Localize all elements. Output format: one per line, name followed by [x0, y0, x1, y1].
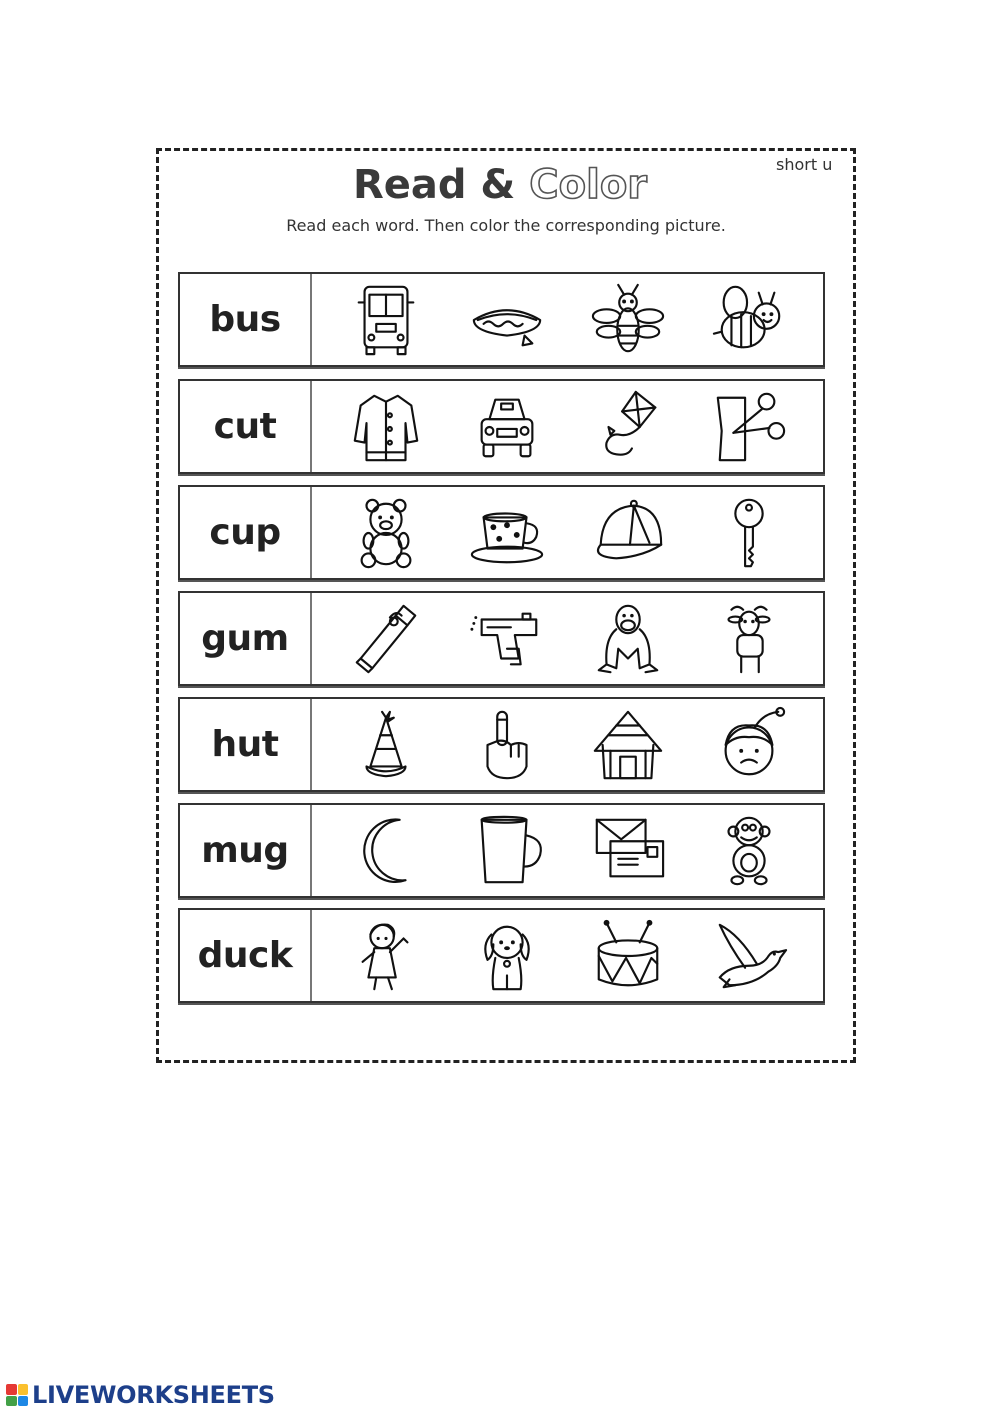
- logo-text: LIVEWORKSHEETS: [32, 1381, 275, 1409]
- party-hat-icon[interactable]: [340, 704, 432, 786]
- word-row-hut: [178, 697, 825, 792]
- hand-icon[interactable]: [461, 704, 553, 786]
- word-row-gum: [178, 591, 825, 686]
- logo-mark-icon: [6, 1384, 28, 1406]
- water-gun-icon[interactable]: [461, 598, 553, 680]
- liveworksheets-logo[interactable]: [6, 1380, 275, 1410]
- instructions: Read each word. Then color the corresponding picture.: [286, 216, 726, 235]
- scissors-icon[interactable]: [703, 386, 795, 468]
- mug-icon[interactable]: [461, 810, 553, 892]
- row-word: bus: [180, 274, 312, 365]
- word-row-cup: [178, 485, 825, 580]
- row-word: mug: [180, 805, 312, 896]
- doll-icon[interactable]: [340, 915, 432, 997]
- goat-icon[interactable]: [703, 598, 795, 680]
- mail-icon[interactable]: [582, 810, 674, 892]
- coat-icon[interactable]: [340, 386, 432, 468]
- duck-icon[interactable]: [703, 915, 795, 997]
- car-icon[interactable]: [461, 386, 553, 468]
- word-row-bus: [178, 272, 825, 367]
- row-word: cut: [180, 381, 312, 472]
- boy-icon[interactable]: [703, 704, 795, 786]
- gorilla-icon[interactable]: [582, 598, 674, 680]
- key-icon[interactable]: [703, 492, 795, 574]
- moon-icon[interactable]: [340, 810, 432, 892]
- word-row-mug: [178, 803, 825, 898]
- monkey-icon[interactable]: [703, 810, 795, 892]
- teddy-bear-icon[interactable]: [340, 492, 432, 574]
- bee-icon[interactable]: [703, 279, 795, 361]
- word-row-duck: [178, 908, 825, 1003]
- row-word: gum: [180, 593, 312, 684]
- teacup-icon[interactable]: [461, 492, 553, 574]
- dog-icon[interactable]: [461, 915, 553, 997]
- row-word: duck: [180, 910, 312, 1001]
- kite-icon[interactable]: [582, 386, 674, 468]
- hut-icon[interactable]: [582, 704, 674, 786]
- row-word: hut: [180, 699, 312, 790]
- corner-tag: short u: [776, 155, 833, 174]
- page-title: [0, 160, 1000, 210]
- gum-icon[interactable]: [340, 598, 432, 680]
- word-row-cut: [178, 379, 825, 474]
- title-read: Read &: [352, 162, 516, 208]
- cap-icon[interactable]: [582, 492, 674, 574]
- row-word: cup: [180, 487, 312, 578]
- hot-dog-icon[interactable]: [461, 279, 553, 361]
- drum-icon[interactable]: [582, 915, 674, 997]
- title-color: Color: [529, 162, 648, 208]
- bus-icon[interactable]: [340, 279, 432, 361]
- bug-icon[interactable]: [582, 279, 674, 361]
